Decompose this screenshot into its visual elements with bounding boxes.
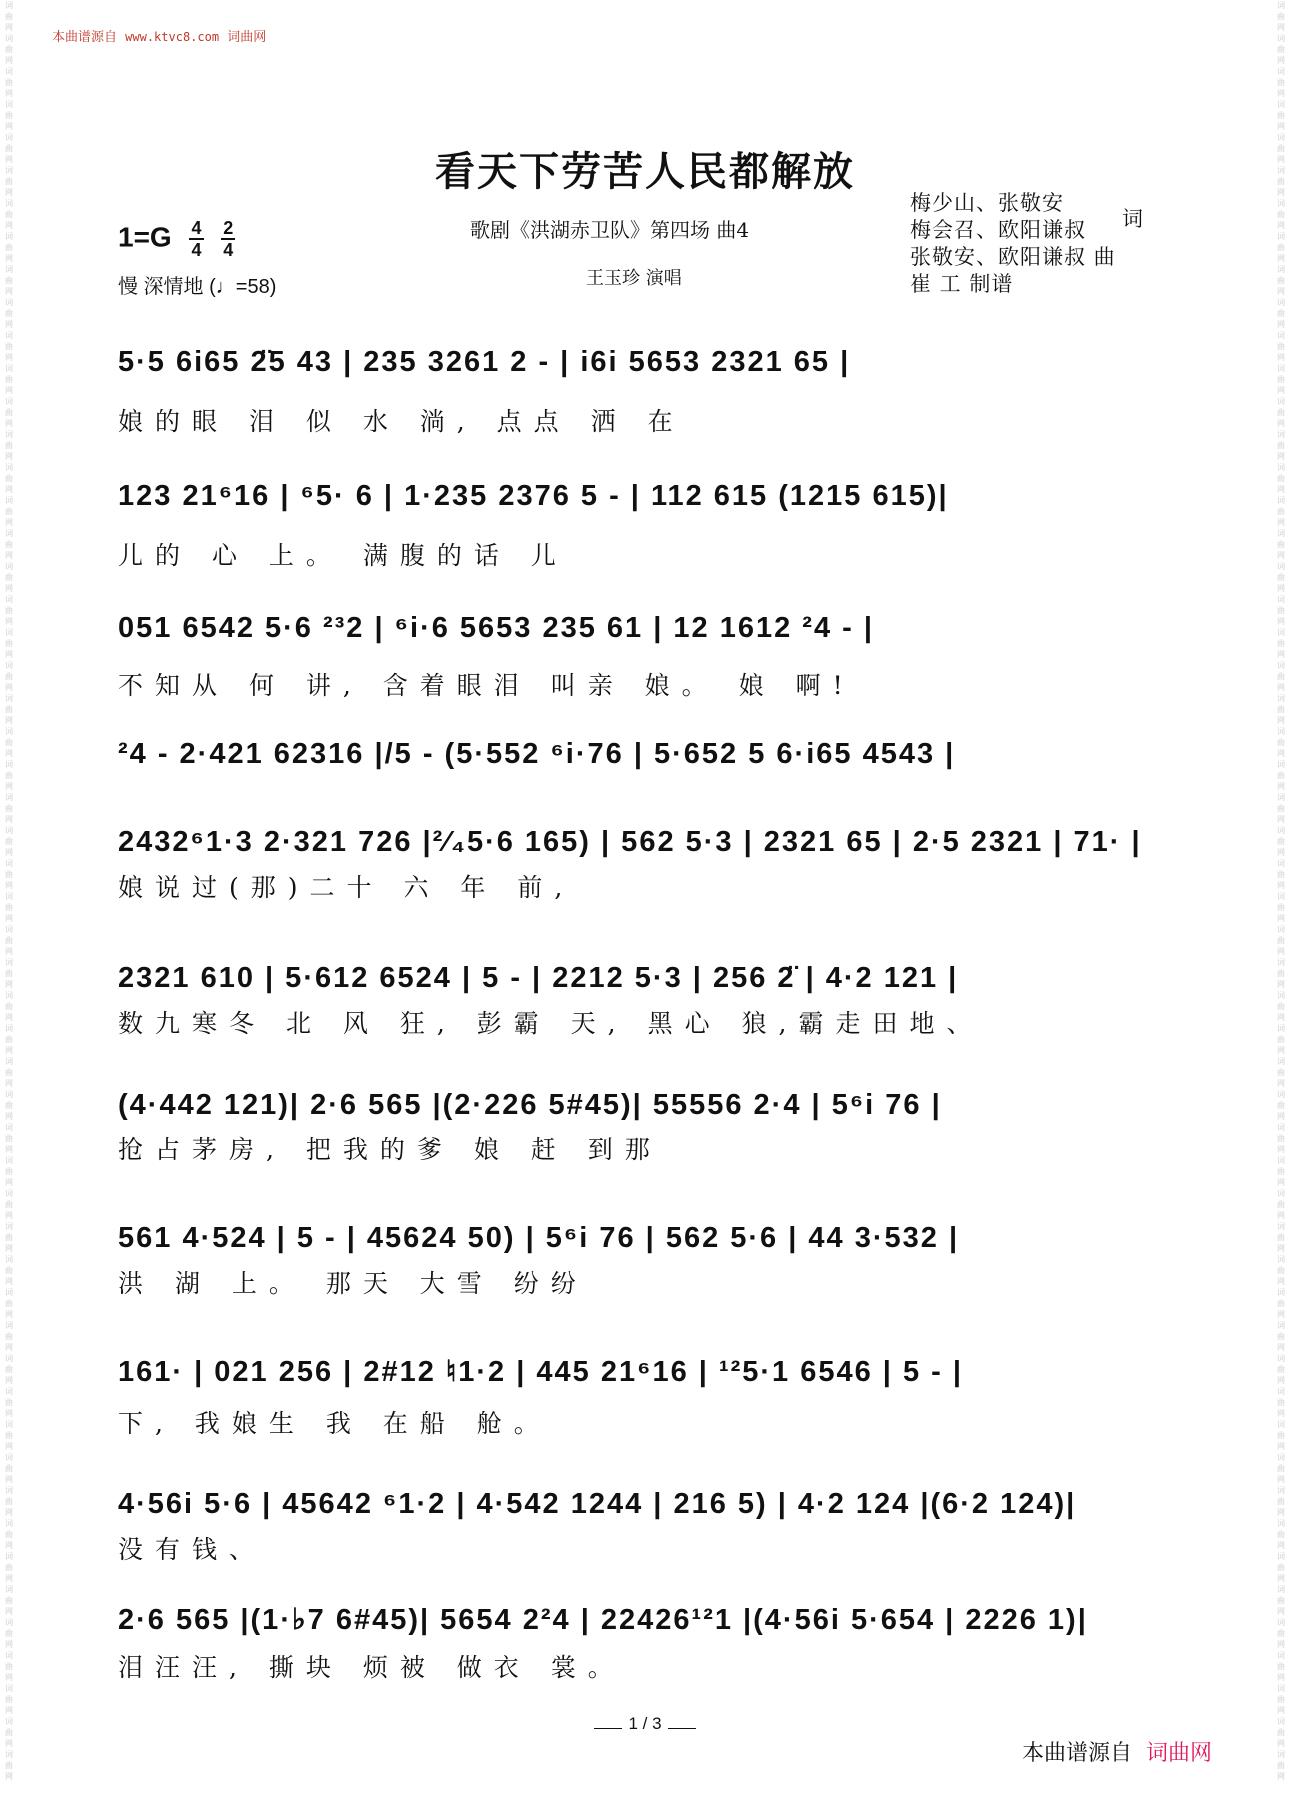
- notation-line: 123 21⁶16 | ⁶5· 6 | 1·235 2376 5 - | 112 615 (1215 615)|: [118, 480, 949, 512]
- song-title: 看天下劳苦人民都解放: [435, 148, 855, 195]
- notation-line: (4·442 121)| 2·6 565 |(2·226 5#45)| 55556 2·4 | 5⁶i 76 |: [118, 1089, 942, 1121]
- lyric-line: 下, 我娘生 我 在船 舱。: [118, 1409, 551, 1438]
- notation-line: 161· | 021 256 | 2#12 ♮1·2 | 445 21⁶16 | ¹²5·1 6546 | 5 - |: [118, 1356, 963, 1388]
- notation-line: 051 6542 5·6 ²³2 | ⁶i·6 5653 235 61 | 12 1612 ²4 - |: [118, 612, 874, 644]
- credit-line: 梅少山、张敬安: [910, 191, 1064, 215]
- notation-system: [118, 608, 1182, 652]
- page-number: [0, 1714, 1290, 1734]
- source-header: [52, 26, 266, 45]
- notation-line: 4·56i 5·6 | 45642 ⁶1·2 | 4·542 1244 | 216 5) | 4·2 124 |(6·2 124)|: [118, 1488, 1077, 1520]
- source-label: 本曲谱源自: [52, 30, 118, 45]
- notation-line: 2321 610 | 5·612 6524 | 5 - | 2212 5·3 | 256 2̈ | 4·2 121 |: [118, 962, 959, 994]
- notation-system: [118, 1218, 1182, 1262]
- notation-system: [118, 342, 1182, 386]
- left-watermark: 词曲网 词曲网 词曲网 词曲网 词曲网 词曲网 词曲网 词曲网 词曲网 词曲网 词曲网 词曲网 词曲网 词曲网 词曲网 词曲网 词曲网 词曲网 词曲网 词曲网 词曲网 词曲网 词曲网 词曲网 词曲网 词曲网 词曲网 词曲网 词曲网 词曲网 词曲网 词曲网 词曲网 词曲网 词曲网 词曲网 词曲网 词曲网 词曲网 词曲网 词曲网 词曲网 词曲网 词曲网 词曲网 词曲网 词曲网 词曲网 词曲网 词曲网 词曲网 词曲网 词曲网 词曲网: [5, 1, 13, 1781]
- meter-bottom: 4: [223, 240, 234, 260]
- meter-4-4: [189, 218, 203, 260]
- right-watermark: 词曲网 词曲网 词曲网 词曲网 词曲网 词曲网 词曲网 词曲网 词曲网 词曲网 词曲网 词曲网 词曲网 词曲网 词曲网 词曲网 词曲网 词曲网 词曲网 词曲网 词曲网 词曲网 词曲网 词曲网 词曲网 词曲网 词曲网 词曲网 词曲网 词曲网 词曲网 词曲网 词曲网 词曲网 词曲网 词曲网 词曲网 词曲网 词曲网 词曲网 词曲网 词曲网 词曲网 词曲网 词曲网 词曲网 词曲网 词曲网 词曲网 词曲网 词曲网 词曲网 词曲网 词曲网: [1277, 1, 1285, 1781]
- notation-system: [118, 958, 1182, 1002]
- credit-line: 梅会召、欧阳谦叔: [910, 218, 1086, 242]
- source-site[interactable]: 词曲网: [227, 30, 267, 45]
- credit-line: 张敬安、欧阳谦叔 曲: [910, 245, 1116, 269]
- lyric-line: 数九寒冬 北 风 狂, 彭霸 天, 黑心 狼,霸走田地、: [118, 1009, 984, 1038]
- lyric-line: 娘说过(那)二十 六 年 前,: [118, 873, 575, 902]
- singer: 王玉珍 演唱: [586, 268, 682, 289]
- meter-2-4: [221, 218, 235, 260]
- footer-source-label: 本曲谱源自: [1022, 1741, 1133, 1766]
- notation-line: 561 4·524 | 5 - | 45624 50) | 5⁶i 76 | 562 5·6 | 44 3·532 |: [118, 1222, 960, 1254]
- meter-top: 4: [191, 218, 202, 238]
- lyric-line: 洪 湖 上。 那天 大雪 纷纷: [118, 1269, 588, 1298]
- lyric-line: 抢占茅房, 把我的爹 娘 赶 到那: [118, 1135, 662, 1164]
- notation-system: [118, 1600, 1182, 1644]
- notation-system: [118, 734, 1182, 778]
- page-number-text: 1 / 3: [628, 1714, 662, 1733]
- notation-system: [118, 1484, 1182, 1528]
- source-footer: [1022, 1736, 1212, 1767]
- notation-system: [118, 476, 1182, 520]
- footer-source-site[interactable]: 词曲网: [1146, 1741, 1213, 1766]
- tempo-marking: 慢 深情地 (♩=58): [118, 276, 277, 298]
- meter-top: 2: [223, 218, 234, 238]
- notation-line: 2432⁶1·3 2·321 726 |²⁄₄5·6 165) | 562 5·3 | 2321 65 | 2·5 2321 | 71· |: [118, 826, 1142, 858]
- subtitle: 歌剧《洪湖赤卫队》第四场 曲4: [470, 218, 750, 242]
- credits-lyricist-word: 词: [1122, 207, 1144, 231]
- notation-line: ²4 - 2·421 62316 |/5 - (5·552 ⁶i·76 | 5·652 5 6·i65 4543 |: [118, 738, 956, 770]
- lyric-line: 儿的 心 上。 满腹的话 儿: [118, 541, 568, 570]
- lyric-line: 娘的眼 泪 似 水 淌, 点点 洒 在: [118, 407, 685, 436]
- notation-line: 2·6 565 |(1·♭7 6#45)| 5654 2²4 | 22426¹²1 |(4·56i 5·654 | 2226 1)|: [118, 1604, 1088, 1636]
- notation-line: 5·5 6i65 2̈5 43 | 235 3261 2 - | i6i 5653 2321 65 |: [118, 346, 851, 378]
- key-text: 1=G: [118, 221, 172, 253]
- lyric-line: 不知从 何 讲, 含着眼泪 叫亲 娘。 娘 啊!: [118, 671, 855, 700]
- lyric-line: 泪汪汪, 撕块 烦被 做衣 裳。: [118, 1653, 625, 1682]
- lyric-line: 没有钱、: [118, 1535, 267, 1564]
- credit-line: 崔 工 制谱: [910, 272, 1014, 296]
- meter-bottom: 4: [191, 240, 202, 260]
- source-url[interactable]: www.ktvc8.com: [125, 30, 220, 44]
- notation-system: [118, 1085, 1182, 1129]
- notation-system: [118, 822, 1182, 866]
- key-signature: [118, 218, 235, 260]
- credits: [910, 190, 1144, 298]
- notation-system: [118, 1352, 1182, 1396]
